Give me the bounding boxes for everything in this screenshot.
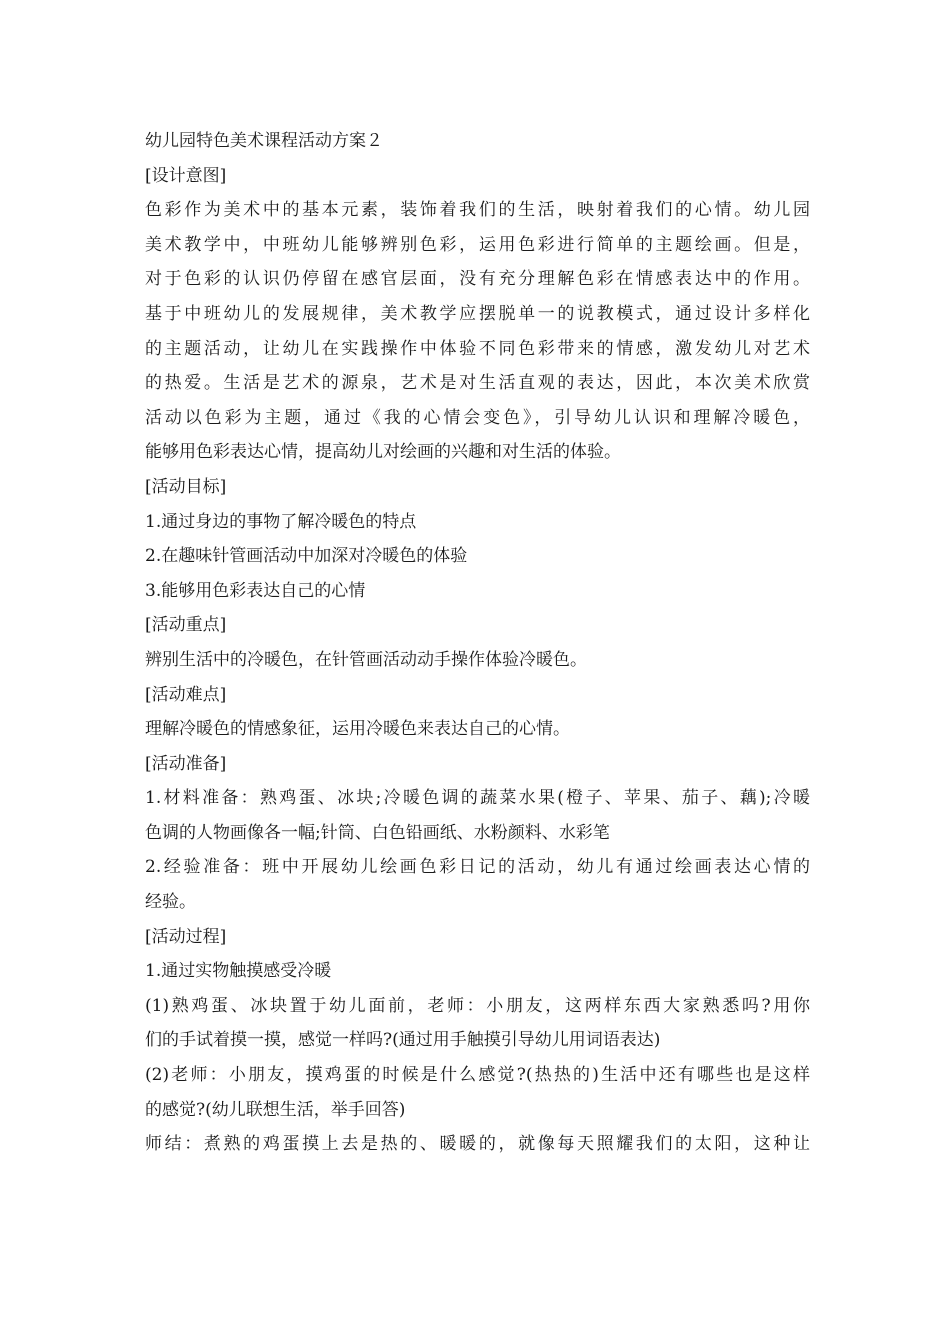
paragraph-line: (1)熟鸡蛋、冰块置于幼儿面前，老师：小朋友，这两样东西大家熟悉吗?用你 bbox=[145, 995, 810, 1016]
process-paragraph-2 bbox=[145, 1058, 810, 1127]
paragraph-line: 的主题活动，让幼儿在实践操作中体验不同色彩带来的情感，激发幼儿对艺术 bbox=[145, 338, 810, 359]
goal-item: 3.能够用色彩表达自己的心情 bbox=[145, 580, 366, 601]
goal-item: 2.在趣味针管画活动中加深对冷暖色的体验 bbox=[145, 546, 468, 567]
paragraph-line: (2)老师：小朋友，摸鸡蛋的时候是什么感觉?(热热的)生活中还有哪些也是这样 bbox=[145, 1065, 810, 1086]
section-heading-process: [活动过程] bbox=[145, 926, 227, 947]
document-title: 幼儿园特色美术课程活动方案２ bbox=[145, 131, 383, 151]
section-heading-design: [设计意图] bbox=[145, 165, 227, 186]
paragraph-line: 们的手试着摸一摸，感觉一样吗?(通过用手触摸引导幼儿用词语表达) bbox=[145, 1030, 661, 1051]
process-paragraph-1 bbox=[145, 989, 810, 1058]
key-point-text: 辨别生活中的冷暖色，在针管画活动动手操作体验冷暖色。 bbox=[145, 649, 587, 670]
paragraph-line: 活动以色彩为主题，通过《我的心情会变色》，引导幼儿认识和理解冷暖色， bbox=[145, 407, 810, 428]
paragraph-line: 能够用色彩表达心情，提高幼儿对绘画的兴趣和对生活的体验。 bbox=[145, 442, 621, 463]
paragraph-line: 2.经验准备：班中开展幼儿绘画色彩日记的活动，幼儿有通过绘画表达心情的 bbox=[145, 857, 810, 878]
paragraph-line: 经验。 bbox=[145, 892, 196, 913]
section-heading-goals: [活动目标] bbox=[145, 476, 227, 497]
section-heading-preparation: [活动准备] bbox=[145, 753, 227, 774]
paragraph-line: 色彩作为美术中的基本元素，装饰着我们的生活，映射着我们的心情。幼儿园 bbox=[145, 200, 810, 221]
paragraph-line: 师结：煮熟的鸡蛋摸上去是热的、暖暖的，就像每天照耀我们的太阳，这种让 bbox=[145, 1134, 810, 1155]
section-heading-key-point: [活动重点] bbox=[145, 615, 227, 636]
paragraph-line: 基于中班幼儿的发展规律，美术教学应摆脱单一的说教模式，通过设计多样化 bbox=[145, 303, 810, 324]
goal-item: 1.通过身边的事物了解冷暖色的特点 bbox=[145, 511, 417, 532]
teacher-summary bbox=[145, 1127, 810, 1162]
section-heading-difficulty: [活动难点] bbox=[145, 684, 227, 705]
preparation-experience bbox=[145, 850, 810, 919]
paragraph-line: 对于色彩的认识仍停留在感官层面，没有充分理解色彩在情感表达中的作用。 bbox=[145, 269, 810, 290]
preparation-materials bbox=[145, 781, 810, 850]
paragraph-line: 的热爱。生活是艺术的源泉，艺术是对生活直观的表达，因此，本次美术欣赏 bbox=[145, 373, 810, 394]
difficulty-text: 理解冷暖色的情感象征，运用冷暖色来表达自己的心情。 bbox=[145, 719, 570, 740]
paragraph-line: 1.材料准备：熟鸡蛋、冰块;冷暖色调的蔬菜水果(橙子、苹果、茄子、藕);冷暖 bbox=[145, 788, 810, 809]
document-page bbox=[145, 124, 810, 1162]
process-step-heading: 1.通过实物触摸感受冷暖 bbox=[145, 961, 332, 982]
paragraph-line: 美术教学中，中班幼儿能够辨别色彩，运用色彩进行简单的主题绘画。但是， bbox=[145, 234, 810, 255]
paragraph-line: 的感觉?(幼儿联想生活，举手回答) bbox=[145, 1099, 406, 1120]
design-paragraph bbox=[145, 193, 810, 470]
paragraph-line: 色调的人物画像各一幅;针筒、白色铅画纸、水粉颜料、水彩笔 bbox=[145, 822, 610, 843]
